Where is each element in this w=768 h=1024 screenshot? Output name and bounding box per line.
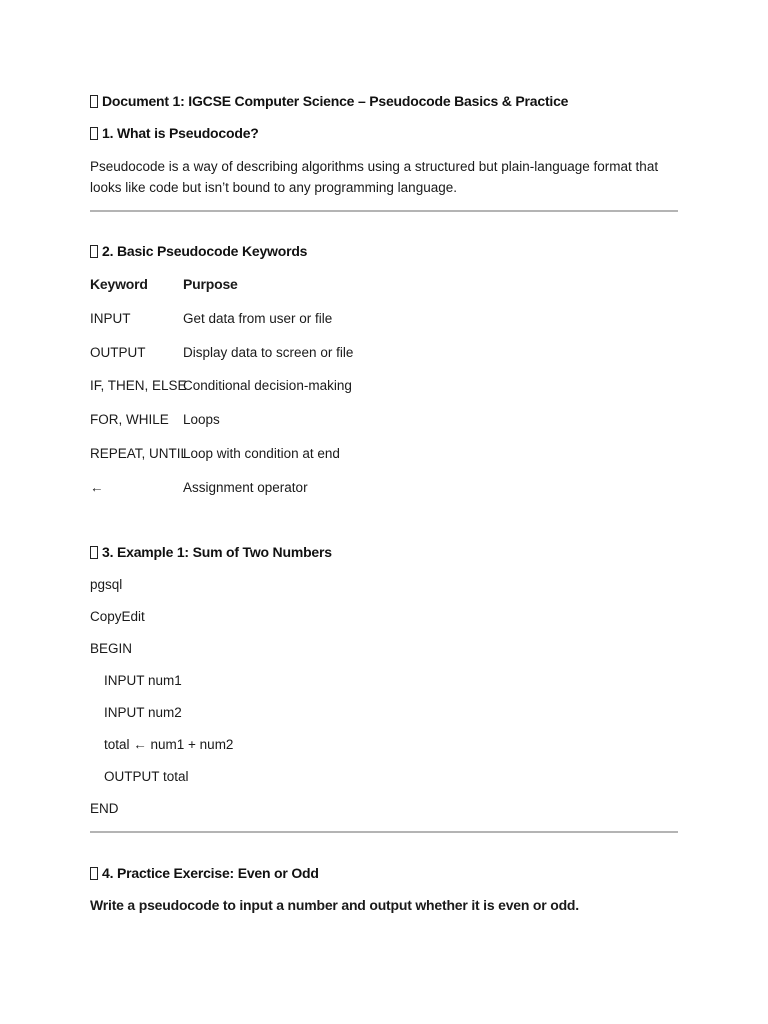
keyword-cell: FOR, WHILE [90,412,169,427]
section-1-heading: 1. What is Pseudocode? [90,125,259,141]
keyword-cell: REPEAT, UNTIL [90,446,189,461]
missing-glyph-icon [90,95,98,108]
purpose-cell: Get data from user or file [183,311,333,326]
table-row [90,446,340,461]
code-line: END [90,801,119,816]
horizontal-divider [90,831,678,833]
table-row [90,480,308,495]
purpose-cell: Conditional decision-making [183,378,352,393]
column-header-purpose: Purpose [183,276,238,292]
missing-glyph-icon [90,546,98,559]
keywords-table-header [90,276,238,292]
missing-glyph-icon [90,127,98,140]
keyword-cell: INPUT [90,311,131,326]
copy-edit-label: CopyEdit [90,609,145,624]
keyword-cell: IF, THEN, ELSE [90,378,187,393]
keyword-cell: ← [90,480,104,495]
purpose-cell: Display data to screen or file [183,345,354,360]
section-3-heading: 3. Example 1: Sum of Two Numbers [90,544,332,560]
code-line: INPUT num2 [104,705,182,720]
column-header-keyword: Keyword [90,276,148,292]
code-language-label: pgsql [90,577,123,592]
table-row [90,345,353,360]
section-4-heading: 4. Practice Exercise: Even or Odd [90,865,319,881]
code-line: OUTPUT total [104,769,189,784]
purpose-cell: Loops [183,412,220,427]
purpose-cell: Assignment operator [183,480,308,495]
keyword-cell: OUTPUT [90,345,146,360]
practice-task: Write a pseudocode to input a number and output whether it is even or odd. [90,897,579,913]
table-row [90,311,332,326]
code-line: INPUT num1 [104,673,182,688]
table-row [90,378,352,393]
section-1-body: Pseudocode is a way of describing algorithms using a structured but plain-language format that looks like code but isn’t bound to any programming language. [90,159,659,195]
purpose-cell: Loop with condition at end [183,446,340,461]
missing-glyph-icon [90,245,98,258]
table-row [90,412,220,427]
missing-glyph-icon [90,867,98,880]
code-line: BEGIN [90,641,133,656]
code-line: total ← num1 + num2 [104,737,234,752]
section-2-heading: 2. Basic Pseudocode Keywords [90,243,307,259]
horizontal-divider [90,210,678,212]
document-title: Document 1: IGCSE Computer Science – Pseudocode Basics & Practice [90,93,568,109]
